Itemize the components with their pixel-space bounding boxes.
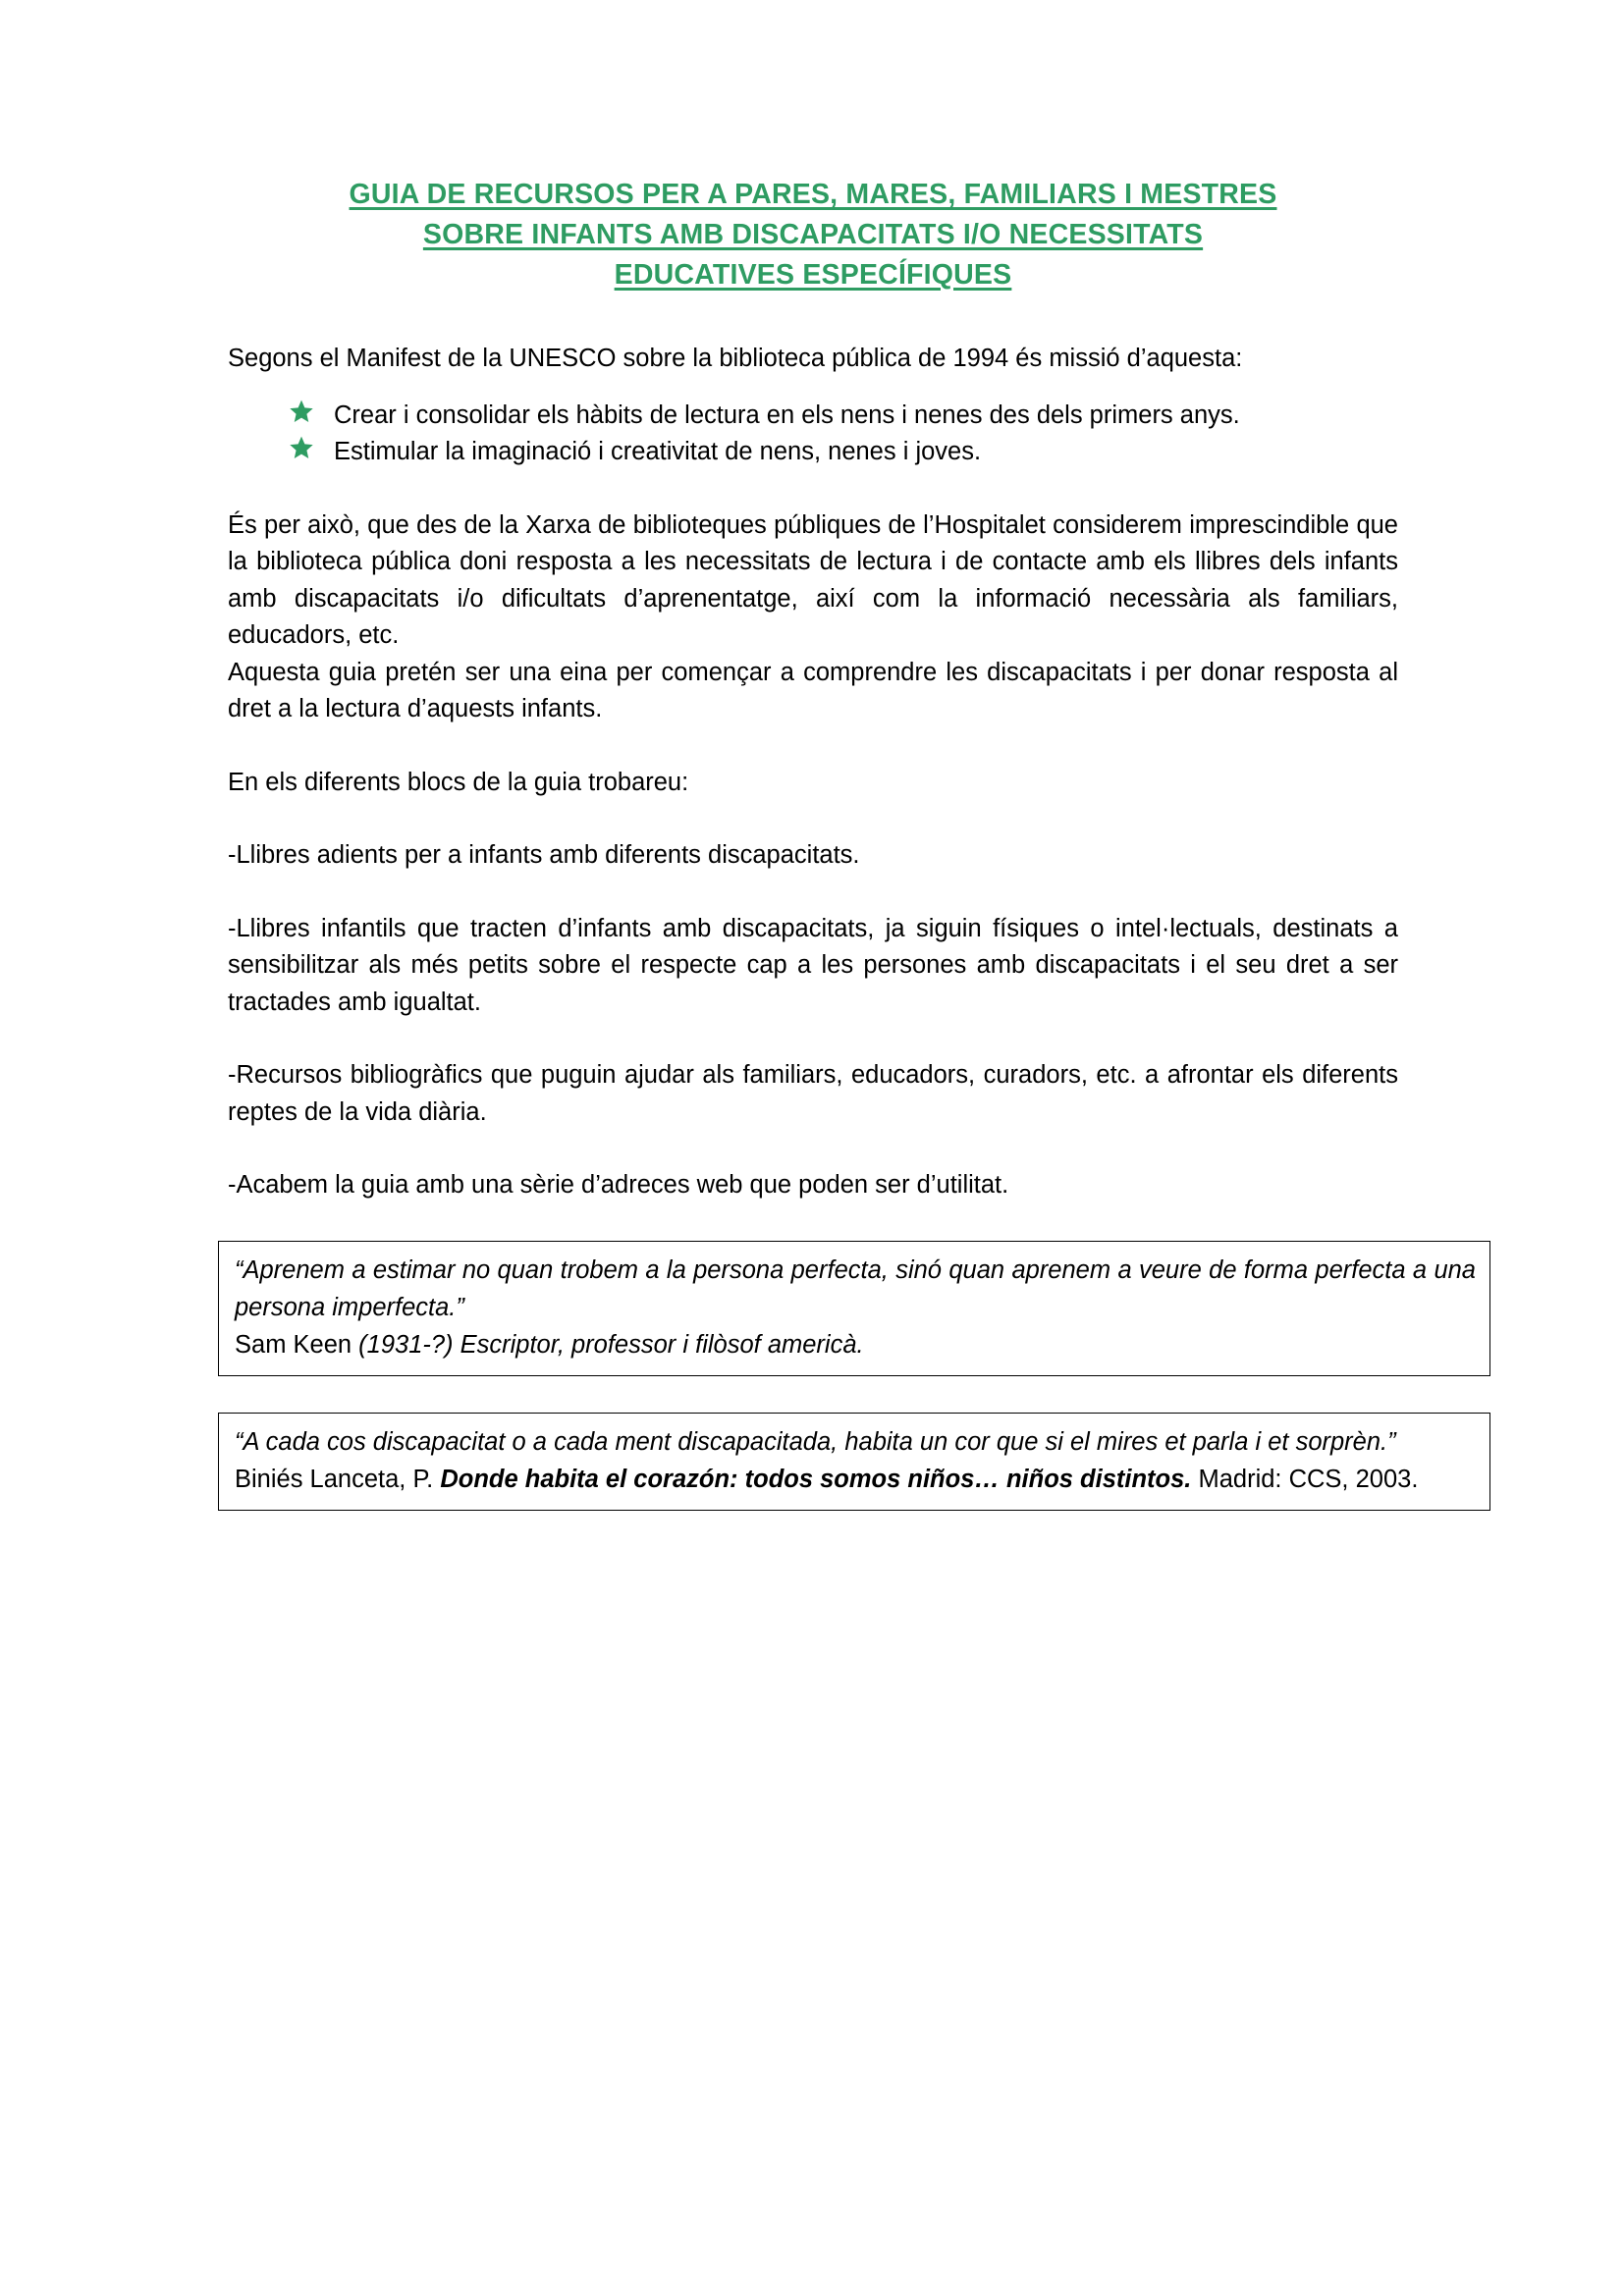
blocks-item-4: -Acabem la guia amb una sèrie d’adreces web que poden ser d’utilitat. [228, 1171, 1009, 1199]
quote-author-2: Biniés Lanceta, P. [235, 1465, 441, 1493]
list-item [289, 398, 1398, 435]
spacer [228, 1021, 1398, 1057]
page-title-line-1: GUIA DE RECURSOS PER A PARES, MARES, FAMILIARS I MESTRES [349, 179, 1277, 210]
intro-paragraph: Segons el Manifest de la UNESCO sobre la biblioteca pública de 1994 és missió d’aquesta: [228, 345, 1243, 372]
quote-text-2: “A cada cos discapacitat o a cada ment discapacitada, habita un cor que si el mires et parla i et sorprèn.” [235, 1427, 1396, 1456]
page-title-line-2: SOBRE INFANTS AMB DISCAPACITATS I/O NECESSITATS [422, 219, 1204, 250]
page-content [228, 0, 1476, 1511]
quote-author-1: Sam Keen [235, 1330, 359, 1359]
rationale-paragraph-2: Aquesta guia pretén ser una eina per començar a comprendre les discapacitats i per donar resposta al dret a la lectura d’aquests infants. [228, 658, 1398, 722]
spacer [228, 728, 1398, 765]
spacer [228, 875, 1398, 911]
mission-list [228, 398, 1398, 471]
spacer [228, 801, 1398, 837]
list-item-label: Estimular la imaginació i creativitat de nens, nenes i joves. [334, 438, 982, 465]
quote-attribution-2 [235, 1461, 1476, 1498]
quote-work-title-2: Donde habita el corazón: todos somos niños… niños distintos. [440, 1465, 1192, 1493]
star-icon [289, 435, 314, 460]
quote-text-1: “Aprenem a estimar no quan trobem a la persona perfecta, sinó quan aprenem a veure de forma perfecta a una persona imperfecta.” [235, 1255, 1476, 1321]
blocks-item-3: -Recursos bibliogràfics que puguin ajudar als familiars, educadors, curadors, etc. a afrontar els diferents reptes de la vida diària. [228, 1061, 1398, 1126]
quote-author-detail-1: (1931-?) Escriptor, professor i filòsof americà. [358, 1330, 864, 1359]
quote-box-2 [218, 1413, 1490, 1511]
quote-publisher-2: Madrid: CCS, 2003. [1191, 1465, 1419, 1493]
blocks-item-2: -Llibres infantils que tracten d’infants amb discapacitats, ja siguin físiques o intel·lectuals, destinats a sensibilitzar als més petits sobre el respecte cap a les persones amb discapacitats i el seu dret a ser tractades amb igualtat. [228, 914, 1398, 1016]
list-item-label: Crear i consolidar els hàbits de lectura en els nens i nenes des dels primers anys. [334, 400, 1240, 429]
spacer [228, 1376, 1398, 1413]
quote-attribution-1 [235, 1326, 1476, 1363]
blocks-intro-heading: En els diferents blocs de la guia trobareu: [228, 768, 689, 796]
spacer [228, 378, 1398, 398]
blocks-item-1: -Llibres adients per a infants amb diferents discapacitats. [228, 841, 860, 869]
spacer [228, 295, 1398, 341]
page-title [228, 0, 1398, 295]
star-icon [289, 399, 314, 424]
quote-box-1 [218, 1241, 1490, 1376]
rationale-paragraph-1: És per això, que des de la Xarxa de biblioteques públiques de l’Hospitalet considerem imprescindible que la biblioteca pública doni resposta a les necessitats de lectura i de contacte amb els llibres dels infants amb discapacitats i/o dificultats d’aprenentatge, així com la informació necessària als familiars, educadors, etc. [228, 510, 1398, 649]
page-title-line-3: EDUCATIVES ESPECÍFIQUES [614, 259, 1012, 291]
spacer [228, 1204, 1398, 1241]
spacer [228, 471, 1398, 507]
spacer [228, 1131, 1398, 1167]
list-item [289, 434, 1398, 471]
